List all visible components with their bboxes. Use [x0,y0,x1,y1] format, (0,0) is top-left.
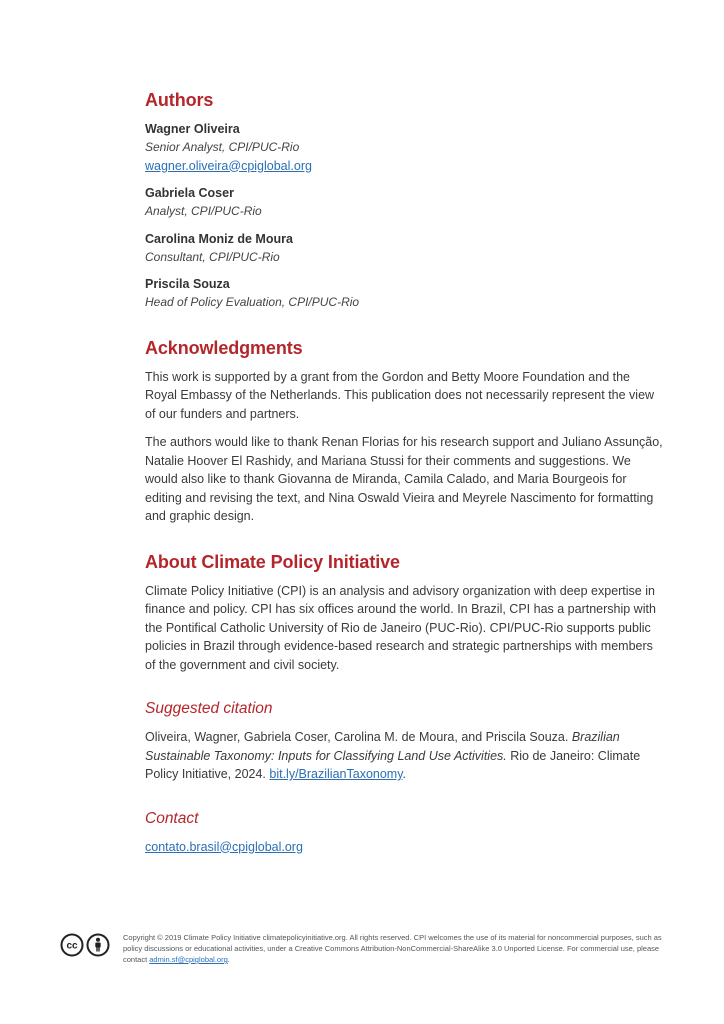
contact-email-link[interactable]: contato.brasil@cpiglobal.org [145,839,303,854]
authors-list [145,120,665,312]
author-entry [145,230,665,267]
acknowledgments-heading: Acknowledgments [145,337,303,358]
author-entry [145,275,665,312]
author-email-link[interactable]: wagner.oliveira@cpiglobal.org [145,158,312,173]
citation-title: Brazilian Sustainable Taxonomy: Inputs for Classifying Land Use Activities. [145,730,620,763]
author-role: Head of Policy Evaluation, CPI/PUC-Rio [145,295,360,309]
citation-authors: Oliveira, Wagner, Gabriela Coser, Carolina M. de Moura, and Priscila Souza. [145,730,572,744]
citation-paragraph [145,728,665,784]
author-entry [145,184,665,221]
citation-link[interactable]: bit.ly/BrazilianTaxonomy [269,767,403,781]
citation-heading: Suggested citation [145,700,273,717]
citation-publisher: Rio de Janeiro: Climate Policy Initiative, 2024. [145,748,641,781]
attribution-person-icon [88,935,109,956]
about-paragraph: Climate Policy Initiative (CPI) is an analysis and advisory organization with deep expertise in finance and policy. CPI has six offices around the world. In Brazil, CPI has a partnership with the Pontifical Catholic University of Rio de Janeiro (PUC-Rio). CPI/PUC-Rio supports public policies in Brazil through evidence-based research and strategic partnerships with members of the government and civil society. [145,583,656,672]
author-role: Senior Analyst, CPI/PUC-Rio [145,140,300,154]
author-entry [145,120,665,175]
author-role: Analyst, CPI/PUC-Rio [145,204,262,218]
copyright-text: Copyright © 2019 Climate Policy Initiative climatepolicyinitiative.org. All rights reserved. CPI welcomes the use of its material for noncommercial purposes, such as policy discussions or educational activities, under a Creative Commons Attribution-NonCommercial-ShareAlike 3.0 Unported License. For commercial use, please contact [123,933,662,964]
authors-heading: Authors [145,90,214,110]
author-name: Gabriela Coser [145,186,234,200]
creative-commons-icon [62,935,83,956]
citation-end: . [402,767,407,781]
contact-heading: Contact [145,809,199,827]
svg-text:cc: cc [66,940,78,952]
acknowledgments-paragraph-1: This work is supported by a grant from the Gordon and Betty Moore Foundation and the Royal Embassy of the Netherlands. This publication does not necessarily represent the view of our funders and partners. [145,369,655,421]
license-icons [60,933,112,957]
author-name: Carolina Moniz de Moura [145,231,293,246]
acknowledgments-paragraph-2: The authors would like to thank Renan Florias for his research support and Juliano Assunção, Natalie Hoover El Rashidy, and Mariana Stussi for their comments and suggestions. We would also like to thank Giovanna de Miranda, Camila Calado, and Maria Bourgeois for editing and revising the text, and Nina Oswald Vieira and Meyrele Nascimento for formatting and graphic design. [145,435,663,523]
copyright-end: . [227,955,230,964]
author-name: Wagner Oliveira [145,122,240,136]
author-name: Priscila Souza [145,277,230,291]
copyright-notice [123,932,668,965]
footer-email-link[interactable]: admin.sf@cpiglobal.org [149,955,228,964]
author-role: Consultant, CPI/PUC-Rio [145,249,280,264]
about-heading: About Climate Policy Initiative [145,551,400,572]
document-body [145,88,665,856]
